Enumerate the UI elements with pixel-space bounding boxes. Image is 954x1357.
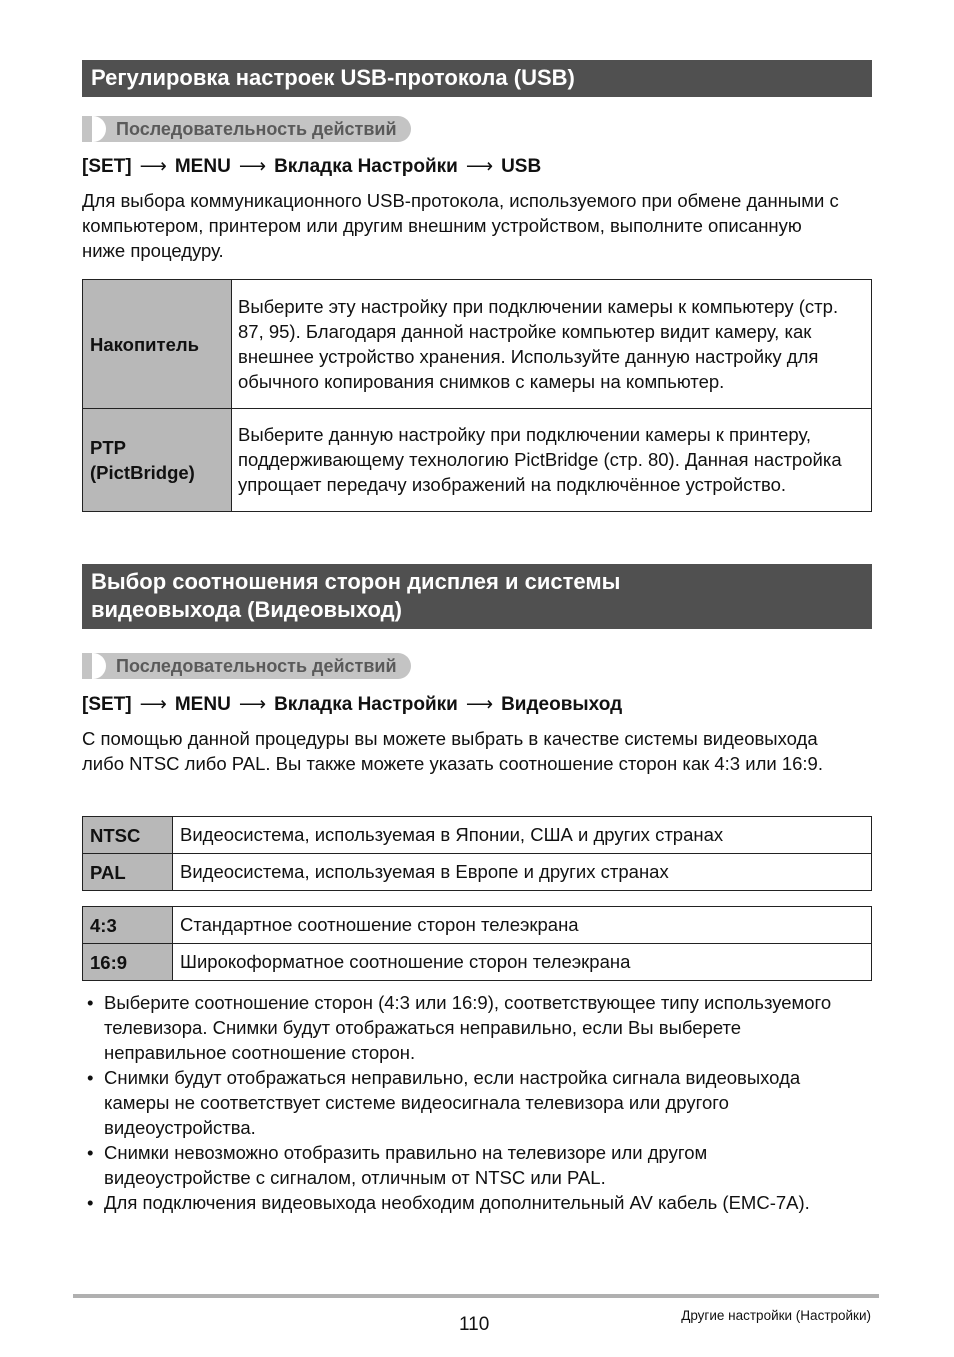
table-row bbox=[83, 854, 872, 891]
section-title: Выбор соотношения сторон дисплея и системы видеовыхода (Видеовыход) bbox=[82, 564, 872, 629]
intro-paragraph-usb: Для выбора коммуникационного USB-протокола, используемого при обмене данными с компьютером, принтером или другим внешним устройством, выполните описанную ниже процедуру. bbox=[82, 190, 839, 261]
option-key: NTSC bbox=[83, 817, 173, 854]
note-text: Снимки будут отображаться неправильно, если настройка сигнала видеовыхода камеры не соответствует системе видеосигнала телевизора или другого видеоустройства. bbox=[104, 1067, 801, 1138]
note-text: Для подключения видеовыхода необходим дополнительный AV кабель (EMC-7A). bbox=[104, 1192, 810, 1213]
section-video-out bbox=[82, 564, 872, 629]
footer-section-name: Другие настройки (Настройки) bbox=[681, 1308, 871, 1323]
option-key: 16:9 bbox=[83, 944, 173, 981]
option-description: Стандартное соотношение сторон телеэкрана bbox=[173, 907, 872, 944]
path-step: MENU bbox=[174, 156, 231, 177]
option-description: Видеосистема, используемая в Японии, США и других странах bbox=[173, 817, 872, 854]
arrow-right-icon: ⟶ bbox=[465, 156, 494, 177]
option-key: 4:3 bbox=[83, 907, 173, 944]
steps-label-video bbox=[82, 653, 411, 679]
path-step: Вкладка Настройки bbox=[274, 694, 458, 715]
section-title: Регулировка настроек USB-протокола (USB) bbox=[82, 60, 872, 97]
steps-label-usb bbox=[82, 116, 411, 142]
list-item bbox=[82, 990, 852, 1065]
table-row bbox=[83, 817, 872, 854]
steps-label-text: Последовательность действий bbox=[116, 655, 397, 676]
notes-list bbox=[82, 990, 852, 1215]
steps-label-text: Последовательность действий bbox=[116, 118, 397, 139]
footer-divider bbox=[73, 1294, 879, 1298]
path-step: USB bbox=[501, 156, 542, 177]
bullet-icon: • bbox=[87, 992, 94, 1013]
list-item bbox=[82, 1140, 852, 1190]
page-number: 110 bbox=[459, 1314, 490, 1335]
aspect-ratio-table bbox=[82, 906, 872, 981]
option-key: Накопитель bbox=[83, 280, 232, 409]
arrow-right-icon: ⟶ bbox=[139, 694, 167, 715]
intro-paragraph-video: С помощью данной процедуры вы можете выбрать в качестве системы видеовыхода либо NTSC либо PAL. Вы также можете указать соотношение сторон как 4:3 или 16:9. bbox=[82, 728, 823, 774]
path-step: [SET] bbox=[82, 694, 132, 715]
arrow-right-icon: ⟶ bbox=[238, 156, 267, 177]
option-key-text: PTP (PictBridge) bbox=[90, 437, 195, 483]
table-row bbox=[83, 907, 872, 944]
option-description: Видеосистема, используемая в Европе и других странах bbox=[173, 854, 872, 891]
table-row bbox=[83, 280, 872, 409]
bullet-icon: • bbox=[87, 1192, 94, 1213]
path-step: Видеовыход bbox=[501, 694, 623, 715]
option-key: PAL bbox=[83, 854, 173, 891]
bullet-icon: • bbox=[87, 1067, 94, 1088]
path-step: MENU bbox=[174, 694, 231, 715]
option-description: Широкоформатное соотношение сторон телеэкрана bbox=[173, 944, 872, 981]
arrow-right-icon: ⟶ bbox=[238, 694, 267, 715]
menu-path-video bbox=[82, 693, 622, 717]
table-row bbox=[83, 944, 872, 981]
table-row bbox=[83, 409, 872, 512]
list-item bbox=[82, 1190, 852, 1215]
path-step: Вкладка Настройки bbox=[274, 156, 458, 177]
option-key bbox=[83, 409, 232, 512]
section-usb bbox=[82, 60, 872, 97]
usb-options-table bbox=[82, 279, 872, 512]
video-system-table bbox=[82, 816, 872, 891]
note-text: Выберите соотношение сторон (4:3 или 16:9), соответствующее типу используемого телевизора. Снимки будут отображаться неправильно, если Вы выберете неправильное соотношение сторон. bbox=[104, 992, 832, 1063]
bullet-icon: • bbox=[87, 1142, 94, 1163]
menu-path-usb bbox=[82, 155, 541, 179]
list-item bbox=[82, 1065, 852, 1140]
path-step: [SET] bbox=[82, 156, 132, 177]
arrow-right-icon: ⟶ bbox=[465, 694, 494, 715]
pill-notch-icon bbox=[92, 653, 106, 679]
note-text: Снимки невозможно отобразить правильно на телевизоре или другом видеоустройстве с сигналом, отличным от NTSC или PAL. bbox=[104, 1142, 708, 1188]
arrow-right-icon: ⟶ bbox=[139, 156, 167, 177]
option-description: Выберите данную настройку при подключении камеры к принтеру, поддерживающему технологию PictBridge (стр. 80). Данная настройка упрощает передачу изображений на подключённое устройство. bbox=[232, 409, 872, 512]
pill-notch-icon bbox=[92, 116, 106, 142]
option-description: Выберите эту настройку при подключении камеры к компьютеру (стр. 87, 95). Благодаря данной настройке компьютер видит камеру, как внешнее устройство хранения. Используйте данную настройку для обычного копирования снимков с камеры на компьютер. bbox=[232, 280, 872, 409]
